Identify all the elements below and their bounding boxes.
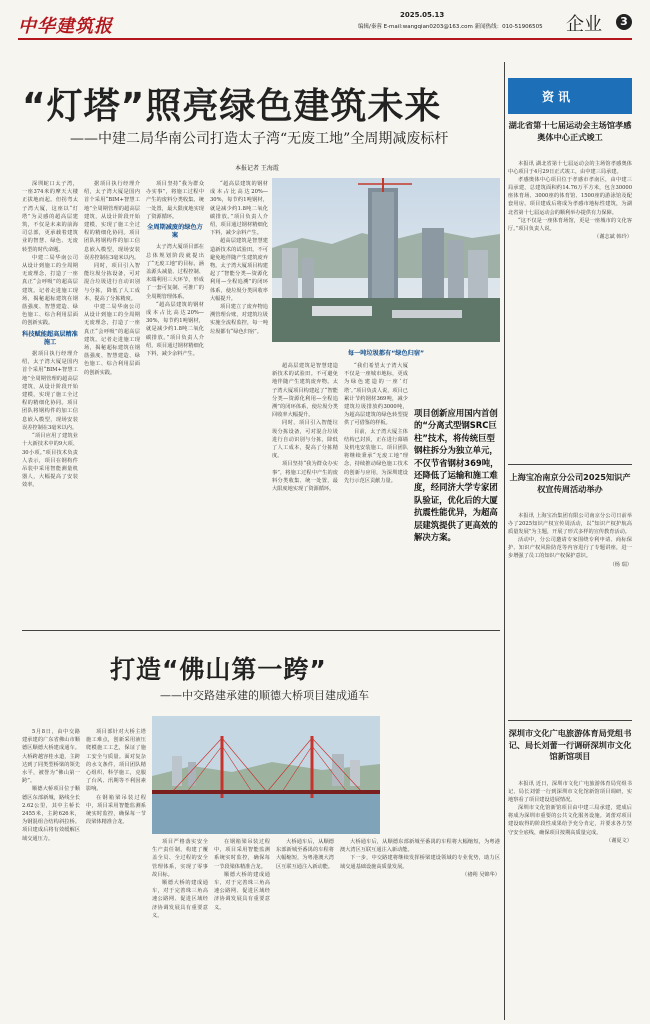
paragraph: 大桥通车后，从顺德东部新城至番禺的车程将大幅缩短，为粤港澳大湾区互联互通注入新动能。 (276, 839, 334, 870)
paragraph: “项目应用了建筑业十大新技术中的9大项、30小项。”项目技术负责人表示，项目在钢构件吊装中采用智能测量机器人，大幅提高了安装效率。 (22, 433, 78, 489)
article1-subheadline: ——中建二局华南公司打造太子湾“无废工地”全周期减废标杆 (70, 131, 449, 147)
paragraph: 中建二局华南公司从设计到施工的全周期无废理念，打造了一座真正“会呼吸”的超高层建筑。记者走进施工现场，揭秘超标建筑在钢筋强度、智慧建造、绿色施工、综合利用层面的创新实践。 (22, 254, 78, 327)
paragraph: “我们希望太子湾大厦不仅是一座城市地标，更成为绿色建造的一座‘灯塔’。”项目负责人说，项目已累计节约钢材369吨，减少建筑垃圾排放约3000吨，为超高层建筑的绿色转型提供了可借鉴的样板。 (344, 363, 408, 427)
paragraph: 目前，太子湾大厦主体结构已封顶，正在进行幕墙及机电安装施工。项目团队将继续秉承“无废工地”理念，持续推动绿色施工技术的创新与应用，为深圳建设先行示范区贡献力量。 (344, 428, 408, 484)
sidebar-item-body (508, 780, 632, 1018)
article1-column-3 (146, 180, 204, 620)
article1-byline: 本报记者 王海霞 (235, 165, 279, 172)
paragraph: 下一步，中交路建将继续发挥桥梁建设领域的专业优势，助力区域交通基础设施高质量发展。 (340, 855, 500, 870)
article1-column-5 (272, 362, 338, 620)
bridge-photo (152, 716, 380, 834)
article2-column-6 (340, 838, 500, 1018)
sidebar-banner (508, 78, 632, 114)
article1-subhead-tech: 科技赋能超高层精准施工 (22, 330, 78, 346)
article1-column-4 (210, 180, 268, 620)
article2-headline: 打造“佛山第一跨” (110, 655, 327, 684)
article1-column-1 (22, 180, 78, 620)
sidebar-item-author: （杨 瑞） (609, 561, 632, 568)
paragraph: 超高层建筑是智慧建造新技术的试验田。不可避免地伴随产生建筑废弃物。太子湾大厦项目构建起了“智能分类—资源化利用—全程追溯”的闭环体系，使垃圾分类回收率大幅提升。 (210, 238, 268, 302)
news-sidebar (508, 68, 632, 1018)
sidebar-banner-label: 资讯 (542, 90, 575, 104)
newspaper-logo: 中华建筑报 (18, 16, 113, 37)
paragraph: 大桥通车后，从顺德东部新城至番禺的车程将大幅缩短，为粤港澳大湾区互联互通注入新动能。 (340, 839, 500, 854)
paragraph: 项目坚持“我为群众办实事”，将施工过程中产生的废料分类收集、统一处置，最大限度地实现了资源循环。 (146, 181, 204, 220)
article1-column-2 (84, 180, 140, 620)
paragraph: “这不仅是一座体育场馆，更是一座城市的文化客厅。”项目负责人说。 (508, 217, 632, 232)
paragraph: 深圳市文化馆新馆项目由中建三局承建，建成后将成为深圳市重要的公共文化服务设施。刘蕾对项目建设取得的阶段性成果给予充分肯定，并要求各方坚守安全底线，确保项目按期高质量完成。 (508, 805, 632, 836)
article1-subhead-green: 全周期减废的绿色方案 (147, 224, 203, 240)
editors-line: 编辑/秦蓉 E-mail:wangqian0203@163.com 新闻热线：010-51906505 (358, 24, 543, 30)
paragraph: 据项目执行经理介绍，太子湾大厦是国内首个采用“BIM+智慧工地”全周期管理的超高层建筑，从设计阶段开始建模，实现了施工全过程的精细化协同。项目团队将钢构件的加工信息嵌入模型，现场安装误差控制在3毫米以内。 (84, 181, 140, 261)
sidebar-item-author: （谢志斌 韩玲） (594, 233, 632, 240)
paragraph: 活动中，分公司邀请专家围绕专利申请、商标保护、知识产权风险防范等内容进行了专题讲座，进一步增强了员工的知识产权保护意识。 (508, 537, 632, 560)
paragraph: 本报讯 湖北省第十七届运动会的主场馆孝感奥体中心项目于4月29日正式竣工，由中建三局承建。 (508, 161, 632, 176)
article2-column-4 (214, 838, 270, 1018)
paragraph: 5月8日，由中交路建承建的广东省佛山市顺德区顺德大桥建成通车。大桥跨越容桂水道，主跨达到了同类型桥梁的领先水平，被誉为“佛山第一跨”。 (22, 729, 80, 785)
section-divider (22, 630, 500, 631)
paragraph: 在钢箱梁吊装过程中，项目采用智能监测系统实时监控，确保每一节段梁体精准合龙。 (86, 794, 146, 826)
sidebar-item-divider (508, 464, 632, 465)
paragraph: 同时，项目引入智能垃圾分拣设备，可对混合垃圾进行自动识别与分拣，降低了人工成本，提高了分拣精度。 (84, 263, 140, 302)
paragraph: “超高层建筑的钢材成本占比高达20%—30%，每节约1吨钢材，就是减少约1.8吨二氧化碳排放。”项目负责人介绍，项目通过钢材精细化下料，减少余料产生。 (146, 301, 204, 358)
paragraph: 顺德大桥项目位于顺德区东部新城，路线全长2.62公里，其中主桥长2455米，主跨626米，为钢混组合结构斜拉桥。项目建成后将有效缓解区域交通压力。 (22, 786, 80, 842)
article2-column-1 (22, 728, 80, 1018)
article2-column-5 (276, 838, 334, 1018)
paragraph: 顺德大桥的建成通车，对于完善珠三角高速公路网、促进区域经济协调发展具有重要意义。 (152, 880, 208, 919)
section-title: 企业 (566, 14, 602, 35)
photo-caption: 每一吨垃圾都有“绿色归宿” (347, 350, 425, 357)
paragraph: 深圳蛇口太子湾，一座374米的摩天大楼正拔地而起。但拐弯太子湾大厦，这座以“灯塔”为灵感的超高层建筑，不仅是未来的前海司总部，更承载着建筑业的智慧、绿色、无废转型的时代命题。 (22, 181, 78, 253)
paragraph: 顺德大桥的建成通车，对于完善珠三角高速公路网、促进区域经济协调发展具有重要意义。 (214, 871, 270, 911)
construction-site-photo (272, 178, 500, 342)
sidebar-item-body (508, 160, 632, 460)
sidebar-divider (504, 62, 505, 1020)
article1-column-6 (344, 362, 408, 620)
paragraph: 据项目执行经理介绍，太子湾大厦是国内首个采用“BIM+智慧工地”全周期管理的超高层建筑，从设计阶段开始建模，实现了施工全过程的精细化协同。项目团队将钢构件的加工信息嵌入模型，现场安装误差控制在3毫米以内。 (22, 351, 78, 431)
masthead (18, 10, 632, 40)
paragraph: 太子湾大厦项目部在总体规划阶段就提出了“无废工地”的目标，涵盖源头减量、过程控制、末端利用三大环节，形成了一套可复制、可推广的全周期管理体系。 (146, 244, 204, 300)
paragraph: 同时，项目引入智能垃圾分拣设备，可对混合垃圾进行自动识别与分拣，降低了人工成本，提高了分拣精度。 (272, 420, 338, 460)
issue-date: 2025.05.13 (400, 11, 445, 19)
paragraph: 孝感奥体中心项目位于孝感市孝南区，由中建三局承建，总建筑面积约14.76万平方米，包含30000座体育场、3000座的体育馆、1500座的游泳馆及配套用房。项目建成后将成为孝感市地标性建筑，为湖北省第十七届运动会的顺利举办提供有力保障。 (508, 177, 632, 216)
paragraph: “超高层建筑的钢材成本占比高达20%—30%，每节约1吨钢材，就是减少约1.8吨二氧化碳排放。”项目负责人介绍，项目通过钢材精细化下料，减少余料产生。 (210, 181, 268, 237)
paragraph: 在钢箱梁吊装过程中，项目采用智能监测系统实时监控，确保每一节段梁体精准合龙。 (214, 839, 270, 870)
sidebar-item-author: （谢夏文） (606, 837, 632, 844)
article1-headline: “灯塔”照亮绿色建筑未来 (22, 86, 442, 127)
sidebar-item-body (508, 512, 632, 762)
paragraph: 本报讯 近日，深圳市文化广电旅游体育局党组书记、局长刘蕾一行到深圳市文化馆新馆项目调研，实地察看了项目建设进展情况。 (508, 781, 632, 804)
article2-author: （褚朔 吴锦华） (462, 871, 500, 878)
pull-quote: 项目创新应用国内首创的“分离式型钢SRC巨柱”技术，将传统巨型钢柱拆分为独立单元，不仅节省钢材369吨，还降低了运输和施工难度，经同济大学专家团队验证，优化后的大厦抗震性能优异，为超高层建筑提供了更高效的解决方案。 (414, 408, 499, 543)
article2-subheadline: ——中交路建承建的顺德大桥项目建成通车 (160, 689, 369, 702)
sidebar-item-title: 深圳市文化广电旅游体育局党组书记、局长刘蕾一行调研深圳市文化馆新馆项目 (508, 728, 632, 761)
paragraph: 中建二局华南公司从设计到施工的全周期无废理念，打造了一座真正“会呼吸”的超高层建筑。记者走进施工现场，揭秘超标建筑在钢筋强度、智慧建造、绿色施工、综合利用层面的创新实践。 (84, 304, 140, 376)
article2-column-2 (86, 728, 146, 1018)
paragraph: 本报讯 上海宝冶集团有限公司南京分公司日前举办了2025知识产权宣传周活动，以“知识产权护航高质量发展”为主题，开展了形式多样的宣传教育活动。 (508, 513, 632, 536)
sidebar-item-divider (508, 720, 632, 721)
paragraph: 项目坚持“我为群众办实事”，将施工过程中产生的废料分类收集、统一处置，最大限度地实现了资源循环。 (272, 461, 338, 493)
paragraph: 项目建立了废弃物追溯管理台账，对建筑垃圾实施全流程监控，每一吨垃圾都有“绿色归宿”。 (210, 304, 268, 335)
sidebar-item-title: 上海宝冶南京分公司2025知识产权宣传周活动举办 (509, 472, 631, 494)
paragraph: 超高层建筑是智慧建造新技术的试验田。不可避免地伴随产生建筑废弃物。太子湾大厦项目构建起了“智能分类—资源化利用—全程追溯”的闭环体系，使垃圾分类回收率大幅提升。 (272, 363, 338, 419)
sidebar-item-title: 湖北省第十七届运动会主场馆孝感奥体中心正式竣工 (508, 120, 632, 142)
paragraph: 项目严格落实安全生产责任制，构建了覆盖全员、全过程的安全管理体系，实现了零事故目标。 (152, 839, 208, 878)
article2-column-3 (152, 838, 208, 1018)
page-number-badge: 3 (616, 14, 632, 30)
paragraph: 项目部针对大桥主塔施工难点，创新采用液压爬模施工工艺，保证了施工安全与质量。面对复杂的水文条件，项目团队精心组织、科学施工，克服了台风、汛期等不利因素影响。 (86, 729, 146, 793)
